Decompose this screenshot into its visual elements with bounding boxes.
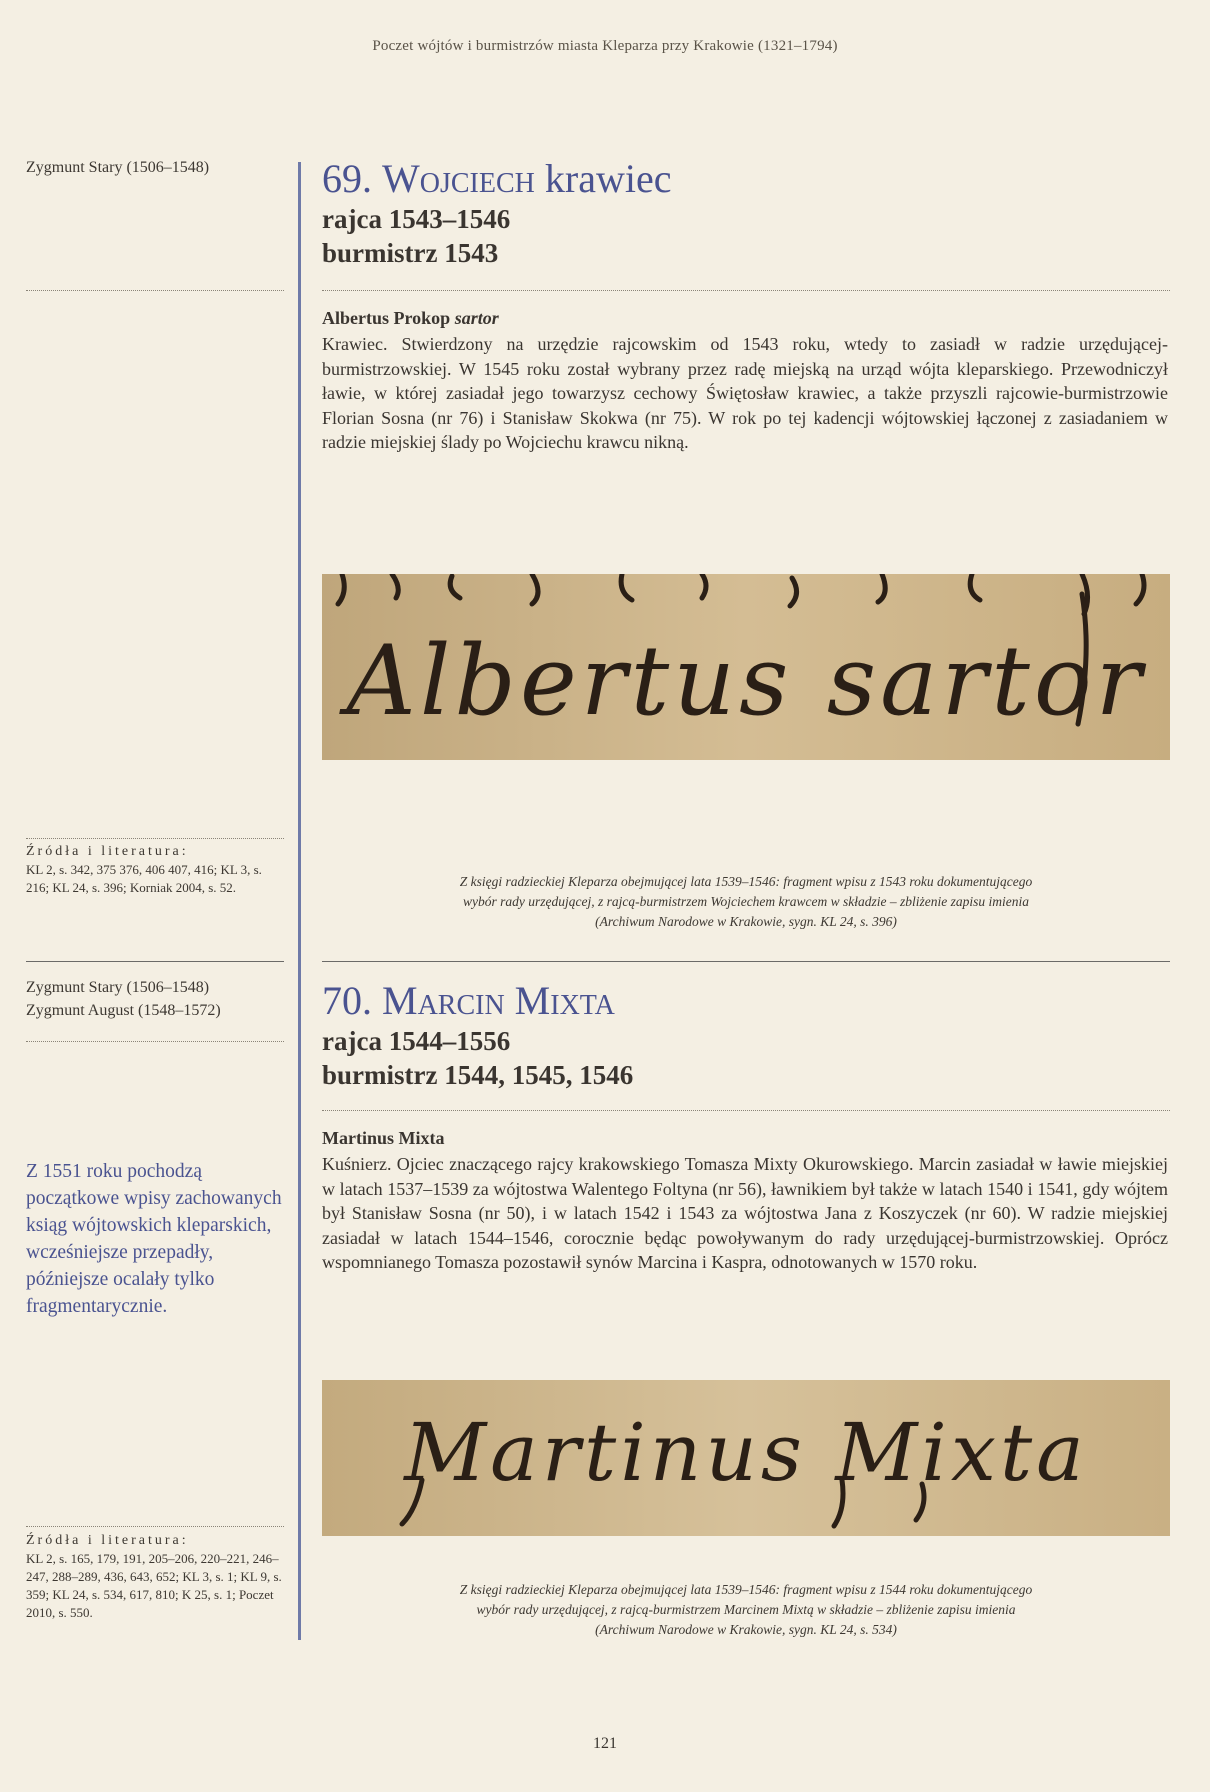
caption-line: Z księgi radzieckiej Kleparza obejmującej lata 1539–1546: fragment wpisu z 1544 roku dokumentującego — [459, 1582, 1033, 1597]
latin-name-text: Albertus Prokop — [322, 308, 451, 328]
sidebar-dotted-divider — [26, 1041, 284, 1042]
manuscript-scan — [322, 574, 1170, 760]
office-line: burmistrz 1543 — [322, 238, 499, 268]
office-line: rajca 1544–1556 — [322, 1026, 511, 1056]
entry-number: 69. — [322, 156, 372, 201]
biography: Krawiec. Stwierdzony na urzędzie rajcowskim od 1543 roku, wtedy to zasiadł w radzie urzędującej-burmistrzowskiej. W 1545 roku został wybrany przez radę miejską na urząd wójta kleparskiego. Przewodniczył ławie, w której zasiadał jego towarzysz cechowy Świętosław krawiec, a także przyszli rajcowie-burmistrzowie Florian Sosna (nr 76) i Stanisław Skokwa (nr 75). W rok po tej kadencji wójtowskiej łączonej z zasiadaniem w radzie miejskiej ślady po Wojciechu krawcu nikną. — [322, 334, 1168, 452]
entry-name: Marcin Mixta — [382, 978, 615, 1023]
office-line: burmistrz 1544, 1545, 1546 — [322, 1060, 634, 1090]
sidebar-note: Z 1551 roku pochodzą początkowe wpisy zachowanych ksiąg wójtowskich kleparskich, wcześniejsze przepadły, późniejsze ocalały tylko fragmentarycznie. — [26, 1161, 282, 1317]
sidebar-reign: Zygmunt August (1548–1572) — [26, 1002, 221, 1019]
sources-heading: Źródła i literatura: — [26, 844, 189, 859]
entry-title — [322, 978, 615, 1024]
latin-name — [322, 1128, 444, 1149]
main-divider — [322, 961, 1170, 962]
caption-line: wybór rady urzędującej, z rajcą-burmistrzem Wojciechem krawcem w składzie – zbliżenie zapisu imienia — [462, 894, 1030, 909]
manuscript-scan — [322, 1380, 1170, 1536]
figure-caption — [322, 872, 1170, 932]
manuscript-word: Albertus sartor — [346, 625, 1146, 737]
column-divider — [298, 162, 301, 1640]
manuscript-image — [322, 1380, 1170, 1536]
main-dotted-divider — [322, 1110, 1170, 1111]
sidebar-sources — [26, 1532, 284, 1622]
entry-offices — [322, 1024, 633, 1092]
sources-heading: Źródła i literatura: — [26, 1533, 189, 1548]
sources-text: KL 2, s. 342, 375 376, 406 407, 416; KL 3, s. 216; KL 24, s. 396; Korniak 2004, s. 52. — [26, 862, 262, 895]
latin-name-italic: sartor — [454, 308, 499, 328]
latin-name — [322, 308, 499, 329]
sidebar-dotted-divider — [26, 1526, 284, 1527]
sidebar-dotted-divider — [26, 838, 284, 839]
sidebar-sources — [26, 843, 284, 897]
main-dotted-divider — [322, 290, 1170, 291]
caption-line: Z księgi radzieckiej Kleparza obejmującej lata 1539–1546: fragment wpisu z 1543 roku dokumentującego — [459, 874, 1033, 889]
entry-name-rest: krawiec — [544, 156, 672, 201]
sidebar-dotted-divider — [26, 290, 284, 291]
caption-line: (Archiwum Narodowe w Krakowie, sygn. KL 24, s. 534) — [595, 1622, 897, 1637]
sidebar-reign: Zygmunt Stary (1506–1548) — [26, 979, 210, 996]
entry-name: Wojciech — [382, 156, 535, 201]
sources-text: KL 2, s. 165, 179, 191, 205–206, 220–221, 246–247, 288–289, 436, 643, 652; KL 3, s. 1; KL 9, s. 359; KL 24, s. 534, 617, 810; K 25, s. 1; Poczet 2010, s. 550. — [26, 1551, 282, 1620]
sidebar-reigns — [26, 976, 221, 1022]
running-head: Poczet wójtów i burmistrzów miasta Kleparza przy Krakowie (1321–1794) — [372, 38, 838, 54]
entry-number: 70. — [322, 978, 372, 1023]
caption-line: (Archiwum Narodowe w Krakowie, sygn. KL 24, s. 396) — [595, 914, 897, 929]
caption-line: wybór rady urzędującej, z rajcą-burmistrzem Marcinem Mixtą w składzie – zbliżenie zapisu imienia — [476, 1602, 1016, 1617]
figure-caption — [322, 1580, 1170, 1640]
page-number: 121 — [593, 1735, 617, 1752]
manuscript-image — [322, 574, 1170, 760]
manuscript-word: Martinus Mixta — [404, 1406, 1088, 1499]
sidebar-divider — [26, 961, 284, 962]
sidebar-reign: Zygmunt Stary (1506–1548) — [26, 159, 210, 176]
biography: Kuśnierz. Ojciec znaczącego rajcy krakowskiego Tomasza Mixty Okurowskiego. Marcin zasiadał w ławie miejskiej w latach 1537–1539 za wójtostwa Walentego Foltyna (nr 56), ławnikiem był także w latach 1540 i 1541, gdy wójtem był Stanisław Sosna (nr 50), i w latach 1542 i 1543 za wójtostwa Jana z Koszyczek (nr 60). W radzie miejskiej zasiadał w latach 1544–1546, corocznie będąc powoływanym do rady urzędującej-burmistrzowskiej. Oprócz wspomnianego Tomasza pozostawił synów Marcina i Kaspra, odnotowanych w 1570 roku. — [322, 1154, 1168, 1272]
entry-title — [322, 156, 671, 202]
latin-name-text: Martinus Mixta — [322, 1128, 445, 1148]
entry-offices — [322, 202, 510, 270]
office-line: rajca 1543–1546 — [322, 204, 511, 234]
